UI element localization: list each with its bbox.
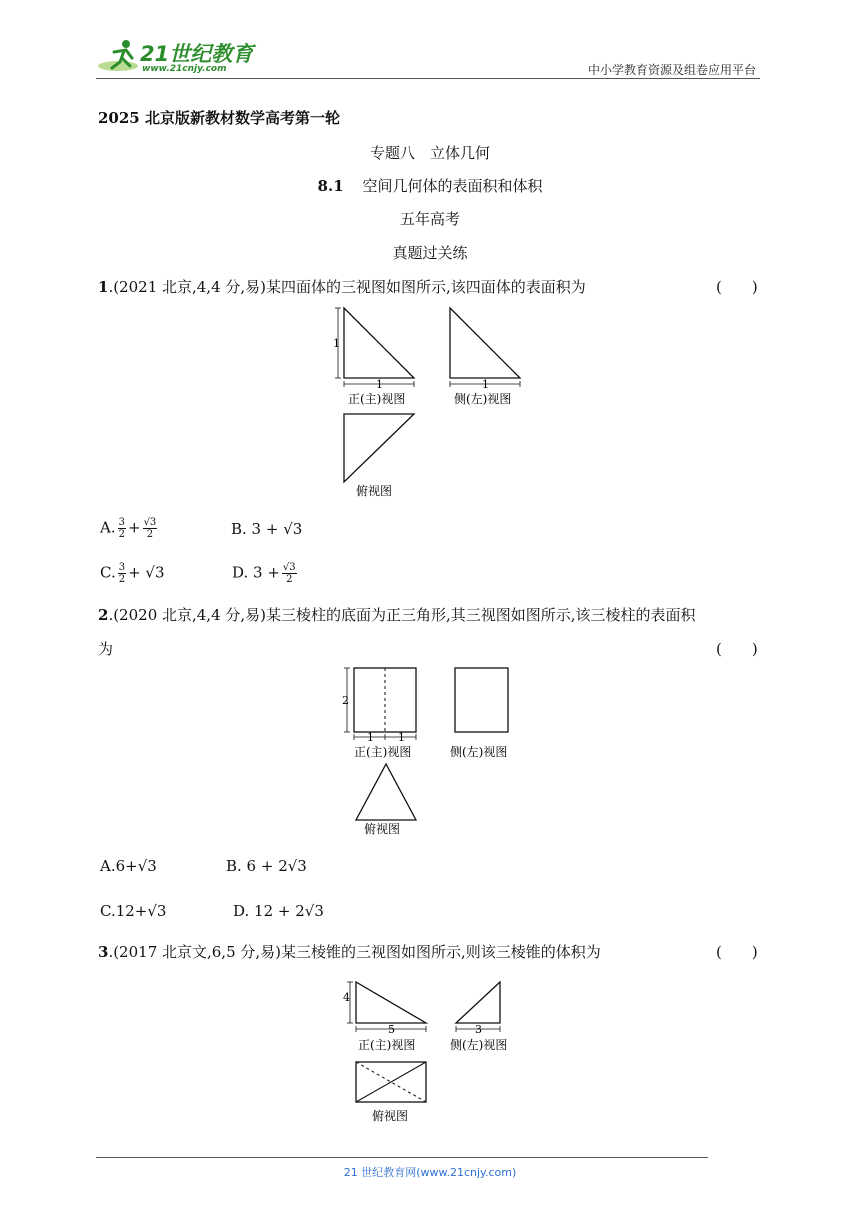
q2-top-triangle [356,764,416,820]
section-name: 空间几何体的表面积和体积 [362,177,543,195]
answer-blank: ( ) [716,278,758,296]
q2-front-view-label: 正(主)视图 [354,745,412,759]
q2-side-view-label: 侧(左)视图 [450,745,508,759]
section-title [0,175,860,196]
q3-three-views [338,976,538,1126]
footer-divider [96,1157,708,1158]
question-number: 3 [98,943,109,961]
series-title: 2025 北京版新教材数学高考第一轮 [98,109,340,127]
q2-top-view-label: 俯视图 [364,822,401,836]
q1-option-d[interactable]: D. 3 + $\frac{√3}{2}$ [232,562,296,585]
q3-side-view-label: 侧(左)视图 [450,1038,508,1052]
q1-dim-side-width: 1 [482,378,489,391]
question-text: .(2020 北京,4,4 分,易)某三棱柱的底面为正三角形,其三视图如图所示,该三棱柱的表面积 [108,606,696,624]
q1-top-view-label: 俯视图 [356,484,393,498]
q3-dim-height: 4 [343,991,350,1004]
question-text: .(2017 北京文,6,5 分,易)某三棱锥的三视图如图所示,则该三棱锥的体积为 [108,943,601,961]
q1-option-b[interactable]: B. 3 + √3 [231,520,303,538]
q2-option-b[interactable]: B. 6 + 2√3 [226,857,307,875]
subtitle: 五年高考 [399,210,460,228]
section-number: 8.1 [317,177,344,195]
header-divider [96,78,760,79]
logo-text: 21世纪教育 [140,42,254,66]
q1-front-view-label: 正(主)视图 [348,392,406,406]
q3-dim-side: 3 [475,1023,482,1036]
question-text: .(2021 北京,4,4 分,易)某四面体的三视图如图所示,该四面体的表面积为 [108,278,586,296]
q3-front-view-label: 正(主)视图 [358,1038,416,1052]
q1-option-c[interactable]: C. $\frac{3}{2}$ + √3 [100,562,165,585]
q3-side-triangle [456,982,500,1023]
question-3 [98,941,601,962]
platform-tagline: 中小学教育资源及组卷应用平台 [587,63,756,77]
answer-blank: ( ) [716,640,758,658]
q2-option-a[interactable]: A.6+√3 [100,857,157,875]
q2-dim-w1: 1 [367,731,374,744]
q1-side-view-label: 侧(左)视图 [454,392,512,406]
sub-subtitle: 真题过关练 [392,244,468,262]
q1-front-triangle [344,308,414,378]
question-number: 2 [98,606,109,624]
q1-three-views [330,302,530,502]
q1-option-a[interactable]: A. $\frac{3}{2}$ + $\frac{√3}{2}$ [100,517,157,540]
q3-dim-width: 5 [388,1023,395,1036]
q1-side-triangle [450,308,520,378]
question-number: 1 [98,278,109,296]
q1-dim-front-width: 1 [376,378,383,391]
logo-url: www.21cnjy.com [142,64,227,74]
q2-dim-height: 2 [342,694,349,707]
q2-option-c[interactable]: C.12+√3 [100,902,167,920]
question-2-cont: 为 [98,640,114,658]
answer-blank: ( ) [716,943,758,961]
q2-side-rect [455,668,508,732]
question-1 [98,276,586,297]
q2-three-views [336,662,536,842]
topic-title: 专题八 立体几何 [369,144,490,162]
q1-dim-height: 1 [333,337,340,350]
q2-option-d[interactable]: D. 12 + 2√3 [233,902,324,920]
question-2 [98,604,696,625]
q3-front-triangle [356,982,426,1023]
q3-top-view-label: 俯视图 [372,1109,409,1123]
footer-link[interactable]: 21 世纪教育网(www.21cnjy.com) [343,1166,517,1179]
q2-dim-w2: 1 [398,731,405,744]
q1-top-triangle [344,414,414,482]
